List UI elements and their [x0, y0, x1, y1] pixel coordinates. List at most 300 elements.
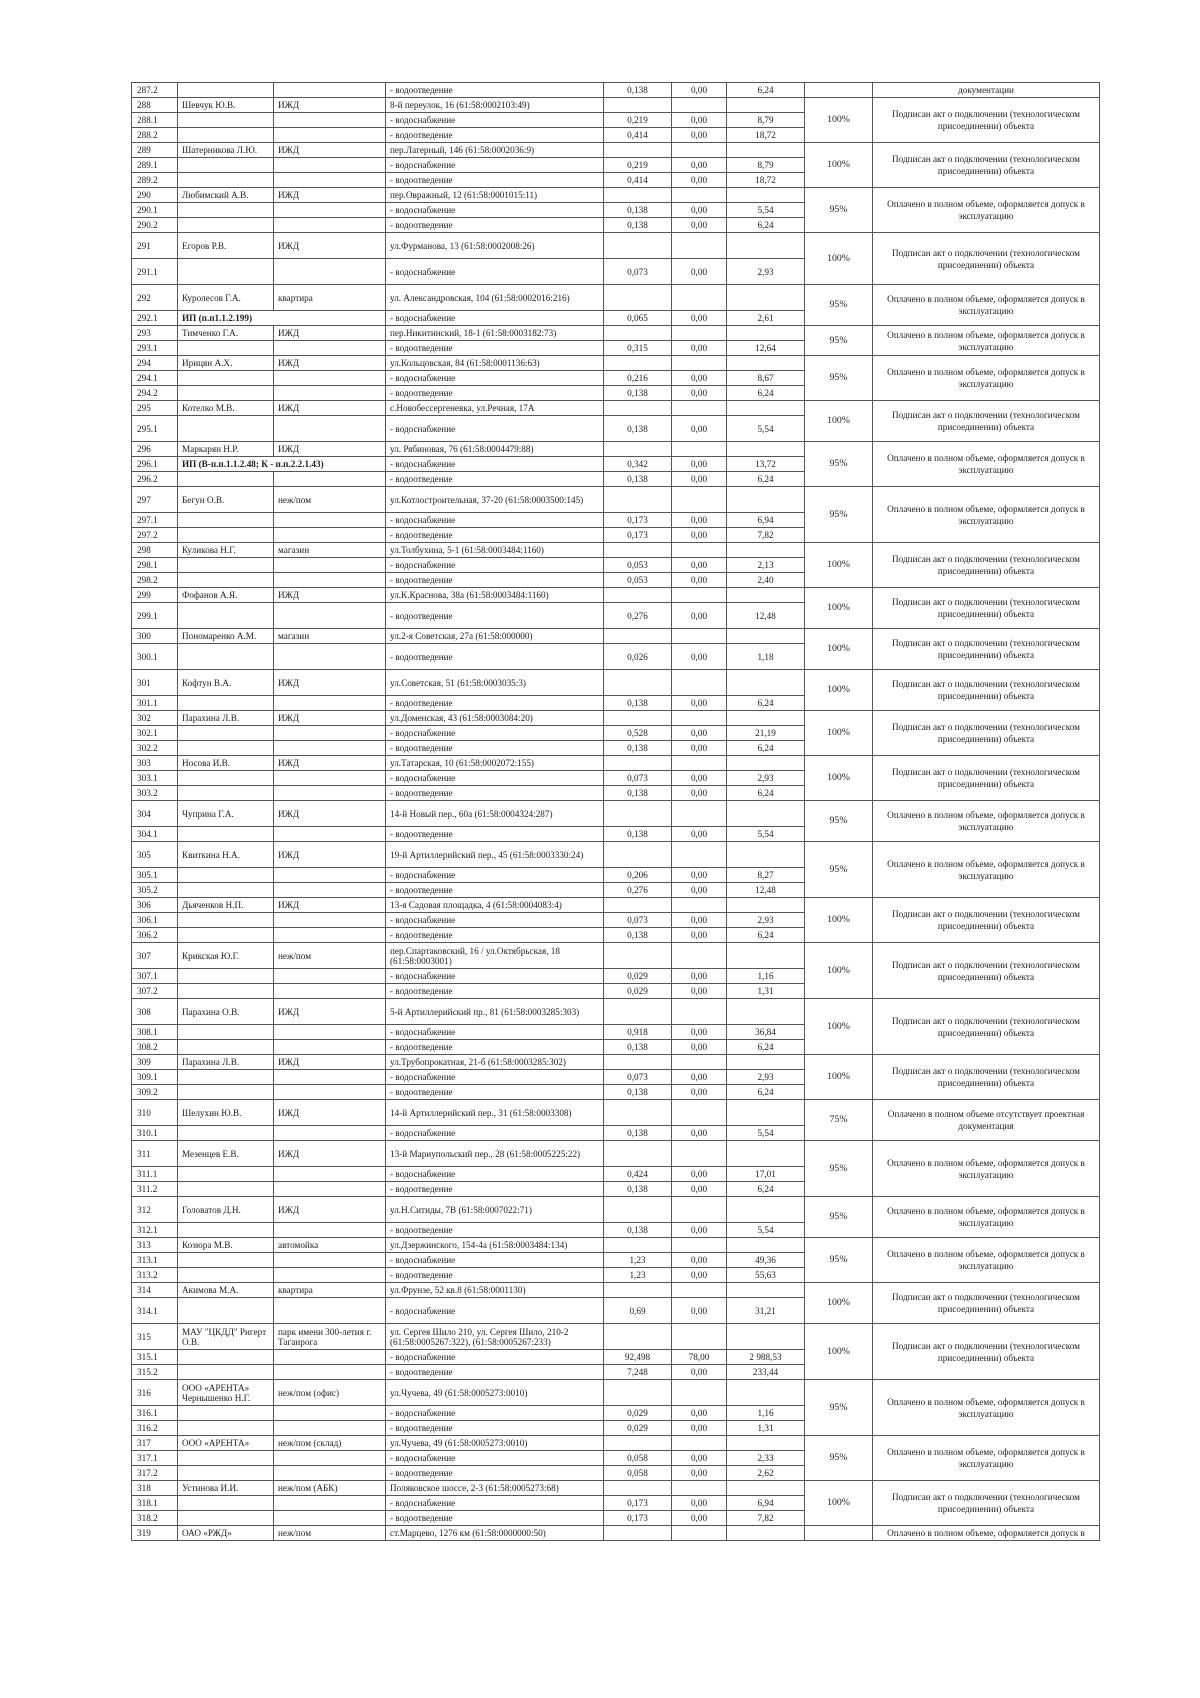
cell-v3: 6,24 — [727, 472, 805, 487]
cell-num: 296.1 — [132, 457, 178, 472]
table-row — [132, 188, 1100, 203]
cell-type — [274, 603, 386, 629]
cell-address: - водоснабжение — [386, 113, 604, 128]
cell-name — [178, 1126, 274, 1141]
cell-address: ул.Советская, 51 (61:58:0003035:3) — [386, 670, 604, 696]
cell-v3: 36,84 — [727, 1025, 805, 1040]
cell-v3 — [727, 801, 805, 827]
cell-num: 293 — [132, 326, 178, 341]
cell-address: - водоснабжение — [386, 1406, 604, 1421]
cell-type — [274, 472, 386, 487]
progress-percent: 100% — [805, 629, 873, 670]
cell-v1: 7,248 — [604, 1365, 672, 1380]
cell-type: ИЖД — [274, 756, 386, 771]
cell-num: 311.1 — [132, 1167, 178, 1182]
cell-type — [274, 726, 386, 741]
cell-type: ИЖД — [274, 711, 386, 726]
cell-address: - водоотведение — [386, 472, 604, 487]
cell-num: 319 — [132, 1526, 178, 1541]
cell-name — [178, 416, 274, 442]
cell-v1: 0,026 — [604, 644, 672, 670]
cell-v2: 0,00 — [672, 1070, 727, 1085]
cell-v2 — [672, 326, 727, 341]
cell-v3 — [727, 1526, 805, 1541]
cell-v3 — [727, 898, 805, 913]
progress-percent: 75% — [805, 1100, 873, 1141]
cell-type: неж/пом (АБК) — [274, 1481, 386, 1496]
cell-num: 318.1 — [132, 1496, 178, 1511]
table-row — [132, 543, 1100, 558]
cell-num: 294 — [132, 356, 178, 371]
status-text: Оплачено в полном объеме отсутствует проектная документация — [873, 1100, 1100, 1141]
cell-v3 — [727, 1055, 805, 1070]
cell-name — [178, 603, 274, 629]
cell-v2: 0,00 — [672, 883, 727, 898]
cell-v3: 2,61 — [727, 311, 805, 326]
table-row — [132, 83, 1100, 98]
cell-v2 — [672, 401, 727, 416]
cell-address: 13-й Мариупольский пер., 28 (61:58:0005225:22) — [386, 1141, 604, 1167]
cell-v2 — [672, 1141, 727, 1167]
cell-v1: 0,173 — [604, 1511, 672, 1526]
cell-v2: 0,00 — [672, 416, 727, 442]
cell-name — [178, 386, 274, 401]
cell-v2 — [672, 670, 727, 696]
cell-v2 — [672, 801, 727, 827]
cell-type: ИЖД — [274, 999, 386, 1025]
cell-address: 19-й Артиллерийский пер., 45 (61:58:0003330:24) — [386, 842, 604, 868]
cell-type — [274, 786, 386, 801]
table-row — [132, 1436, 1100, 1451]
cell-name: Ирицян А.Х. — [178, 356, 274, 371]
cell-address: - водоснабжение — [386, 203, 604, 218]
cell-v3: 6,94 — [727, 513, 805, 528]
progress-percent: 100% — [805, 670, 873, 711]
cell-v1 — [604, 1526, 672, 1541]
cell-v2: 0,00 — [672, 603, 727, 629]
cell-v2: 0,00 — [672, 741, 727, 756]
cell-type — [274, 644, 386, 670]
cell-v3 — [727, 756, 805, 771]
cell-name: ООО «АРЕНТА» Чернышенко Н.Г. — [178, 1380, 274, 1406]
status-text: Подписан акт о подключении (технологическом присоединении) объекта — [873, 1055, 1100, 1100]
cell-num: 300.1 — [132, 644, 178, 670]
cell-num: 288.1 — [132, 113, 178, 128]
cell-v1: 0,173 — [604, 528, 672, 543]
cell-v2 — [672, 1197, 727, 1223]
cell-v1 — [604, 1436, 672, 1451]
progress-percent: 100% — [805, 1055, 873, 1100]
status-text: Оплачено в полном объеме, оформляется допуск в — [873, 1526, 1100, 1541]
cell-v3 — [727, 588, 805, 603]
cell-v2: 0,00 — [672, 311, 727, 326]
cell-address: - водоснабжение — [386, 1496, 604, 1511]
cell-v1: 0,276 — [604, 603, 672, 629]
cell-v3: 2,93 — [727, 771, 805, 786]
cell-v1: 1,23 — [604, 1268, 672, 1283]
cell-address: ул. Александровская, 104 (61:58:0002016:216) — [386, 285, 604, 311]
cell-v3: 2,93 — [727, 1070, 805, 1085]
cell-v3 — [727, 1197, 805, 1223]
cell-address: пер.Овражный, 12 (61:58:0001015:11) — [386, 188, 604, 203]
cell-address: - водоснабжение — [386, 969, 604, 984]
cell-type: ИЖД — [274, 233, 386, 259]
cell-address: ул.Н.Ситиды, 7В (61:58:0007022:71) — [386, 1197, 604, 1223]
cell-name — [178, 827, 274, 842]
cell-type — [274, 158, 386, 173]
cell-name — [178, 528, 274, 543]
progress-percent: 100% — [805, 711, 873, 756]
cell-type — [274, 1167, 386, 1182]
table-row — [132, 356, 1100, 371]
cell-num: 288 — [132, 98, 178, 113]
cell-num: 287.2 — [132, 83, 178, 98]
cell-v1: 0,173 — [604, 513, 672, 528]
progress-percent: 100% — [805, 898, 873, 943]
cell-v3 — [727, 670, 805, 696]
cell-address: - водоснабжение — [386, 1350, 604, 1365]
cell-num: 315 — [132, 1324, 178, 1350]
progress-percent: 95% — [805, 188, 873, 233]
cell-v1: 0,138 — [604, 1126, 672, 1141]
cell-name: Тимченко Г.А. — [178, 326, 274, 341]
status-text: Подписан акт о подключении (технологическом присоединении) объекта — [873, 999, 1100, 1055]
cell-type — [274, 827, 386, 842]
cell-address: - водоотведение — [386, 644, 604, 670]
cell-v1: 0,69 — [604, 1298, 672, 1324]
cell-num: 295 — [132, 401, 178, 416]
cell-type: парк имени 300-летия г. Таганрога — [274, 1324, 386, 1350]
cell-v1 — [604, 756, 672, 771]
cell-v2: 0,00 — [672, 371, 727, 386]
cell-v2: 0,00 — [672, 528, 727, 543]
cell-name — [178, 1466, 274, 1481]
cell-v3: 8,79 — [727, 158, 805, 173]
cell-address: - водоотведение — [386, 528, 604, 543]
cell-type: ИЖД — [274, 1197, 386, 1223]
cell-v2 — [672, 356, 727, 371]
cell-name — [178, 1451, 274, 1466]
cell-v2: 0,00 — [672, 573, 727, 588]
cell-name: Шевчук Ю.В. — [178, 98, 274, 113]
cell-v3: 18,72 — [727, 173, 805, 188]
cell-type: магазин — [274, 543, 386, 558]
connections-table — [131, 82, 1100, 1541]
table-row — [132, 1283, 1100, 1298]
cell-type — [274, 528, 386, 543]
cell-v3: 6,24 — [727, 1182, 805, 1197]
table-row — [132, 588, 1100, 603]
cell-v1 — [604, 1238, 672, 1253]
cell-v3: 12,48 — [727, 883, 805, 898]
cell-num: 298.2 — [132, 573, 178, 588]
progress-percent: 100% — [805, 999, 873, 1055]
cell-v1 — [604, 943, 672, 969]
cell-type — [274, 573, 386, 588]
cell-address: с.Новобессергеневка, ул.Речная, 17А — [386, 401, 604, 416]
cell-name — [178, 1406, 274, 1421]
table-row — [132, 670, 1100, 696]
cell-v1: 0,073 — [604, 771, 672, 786]
status-text: Подписан акт о подключении (технологическом присоединении) объекта — [873, 588, 1100, 629]
progress-percent — [805, 1526, 873, 1541]
cell-name — [178, 218, 274, 233]
cell-num: 315.2 — [132, 1365, 178, 1380]
cell-v1 — [604, 670, 672, 696]
cell-v3 — [727, 842, 805, 868]
cell-name: Фофанов А.Я. — [178, 588, 274, 603]
cell-v2 — [672, 629, 727, 644]
cell-num: 291.1 — [132, 259, 178, 285]
cell-num: 318 — [132, 1481, 178, 1496]
cell-num: 290.1 — [132, 203, 178, 218]
cell-v1 — [604, 98, 672, 113]
progress-percent: 95% — [805, 1436, 873, 1481]
cell-v1: 0,138 — [604, 218, 672, 233]
cell-v3 — [727, 999, 805, 1025]
cell-v1: 0,315 — [604, 341, 672, 356]
cell-type: ИЖД — [274, 442, 386, 457]
progress-percent: 95% — [805, 1380, 873, 1436]
cell-v1: 0,058 — [604, 1466, 672, 1481]
cell-name: Устинова И.И. — [178, 1481, 274, 1496]
cell-name — [178, 1268, 274, 1283]
cell-name — [178, 786, 274, 801]
cell-v2 — [672, 1283, 727, 1298]
cell-v2 — [672, 1436, 727, 1451]
cell-address: - водоснабжение — [386, 868, 604, 883]
cell-v2: 0,00 — [672, 1365, 727, 1380]
cell-v3 — [727, 1436, 805, 1451]
cell-type: ИЖД — [274, 326, 386, 341]
cell-v1: 0,073 — [604, 913, 672, 928]
cell-address: пер.Никитинский, 18-1 (61:58:0003182:73) — [386, 326, 604, 341]
cell-name — [178, 726, 274, 741]
cell-address: - водоотведение — [386, 1421, 604, 1436]
table-row — [132, 1197, 1100, 1223]
cell-address: - водоснабжение — [386, 1070, 604, 1085]
cell-v1: 0,276 — [604, 883, 672, 898]
cell-address: - водоснабжение — [386, 311, 604, 326]
cell-v2 — [672, 756, 727, 771]
cell-name — [178, 1350, 274, 1365]
cell-v2: 0,00 — [672, 218, 727, 233]
cell-address: - водоотведение — [386, 741, 604, 756]
cell-num: 313.2 — [132, 1268, 178, 1283]
cell-type — [274, 1253, 386, 1268]
progress-percent: 95% — [805, 1141, 873, 1197]
cell-name: Маркарян Н.Р. — [178, 442, 274, 457]
progress-percent: 100% — [805, 756, 873, 801]
cell-name: МАУ "ЦКДД" Ригерт О.В. — [178, 1324, 274, 1350]
cell-name — [178, 1421, 274, 1436]
cell-name — [178, 741, 274, 756]
cell-num: 308.2 — [132, 1040, 178, 1055]
cell-v3: 1,16 — [727, 1406, 805, 1421]
cell-v2: 0,00 — [672, 83, 727, 98]
cell-v2 — [672, 1238, 727, 1253]
status-text: Оплачено в полном объеме, оформляется допуск в эксплуатацию — [873, 326, 1100, 356]
status-text: Подписан акт о подключении (технологическом присоединении) объекта — [873, 1324, 1100, 1380]
cell-v3: 5,54 — [727, 827, 805, 842]
cell-name: Квиткина Н.А. — [178, 842, 274, 868]
cell-num: 317 — [132, 1436, 178, 1451]
cell-num: 317.1 — [132, 1451, 178, 1466]
cell-v3: 6,94 — [727, 1496, 805, 1511]
cell-v3: 1,31 — [727, 1421, 805, 1436]
cell-name — [178, 969, 274, 984]
cell-v2: 0,00 — [672, 158, 727, 173]
progress-percent: 100% — [805, 588, 873, 629]
status-text: Оплачено в полном объеме, оформляется допуск в эксплуатацию — [873, 801, 1100, 842]
cell-v3: 7,82 — [727, 528, 805, 543]
cell-type — [274, 913, 386, 928]
cell-v1: 1,23 — [604, 1253, 672, 1268]
cell-num: 316.1 — [132, 1406, 178, 1421]
cell-v1: 0,918 — [604, 1025, 672, 1040]
cell-name: ООО «АРЕНТА» — [178, 1436, 274, 1451]
cell-v3 — [727, 1324, 805, 1350]
cell-v1: 0,138 — [604, 83, 672, 98]
progress-percent: 95% — [805, 442, 873, 487]
table-row — [132, 711, 1100, 726]
cell-v1: 0,138 — [604, 827, 672, 842]
cell-v1: 0,053 — [604, 573, 672, 588]
cell-type — [274, 1025, 386, 1040]
cell-address: - водоотведение — [386, 1466, 604, 1481]
cell-v2: 0,00 — [672, 1126, 727, 1141]
cell-v2: 0,00 — [672, 341, 727, 356]
cell-v1: 0,029 — [604, 984, 672, 999]
cell-num: 292 — [132, 285, 178, 311]
progress-percent: 100% — [805, 98, 873, 143]
cell-name: Козюра М.В. — [178, 1238, 274, 1253]
cell-type: квартира — [274, 1283, 386, 1298]
status-text: Подписан акт о подключении (технологическом присоединении) объекта — [873, 233, 1100, 285]
cell-type — [274, 513, 386, 528]
status-text: Подписан акт о подключении (технологическом присоединении) объекта — [873, 756, 1100, 801]
cell-v3: 18,72 — [727, 128, 805, 143]
cell-name — [178, 83, 274, 98]
table-row — [132, 1481, 1100, 1496]
cell-name: Крикская Ю.Г. — [178, 943, 274, 969]
cell-v2: 0,00 — [672, 1253, 727, 1268]
cell-v3 — [727, 629, 805, 644]
cell-v2: 0,00 — [672, 203, 727, 218]
cell-name: Бегун О.В. — [178, 487, 274, 513]
cell-v2: 0,00 — [672, 113, 727, 128]
cell-v2: 0,00 — [672, 1167, 727, 1182]
cell-type — [274, 1365, 386, 1380]
cell-num: 307.2 — [132, 984, 178, 999]
cell-num: 302.2 — [132, 741, 178, 756]
table-row — [132, 442, 1100, 457]
cell-v2 — [672, 1324, 727, 1350]
table-row — [132, 1526, 1100, 1541]
cell-v3: 17,01 — [727, 1167, 805, 1182]
cell-type — [274, 1466, 386, 1481]
cell-type — [274, 741, 386, 756]
cell-address: ул.Чучева, 49 (61:58:0005273:0010) — [386, 1380, 604, 1406]
cell-num: 302.1 — [132, 726, 178, 741]
cell-num: 315.1 — [132, 1350, 178, 1365]
progress-percent — [805, 83, 873, 98]
cell-v3: 2,13 — [727, 558, 805, 573]
cell-name — [178, 1496, 274, 1511]
table-row — [132, 1380, 1100, 1406]
cell-address: ул.Трубопрокатная, 21-б (61:58:0003285:302) — [386, 1055, 604, 1070]
status-text: Подписан акт о подключении (технологическом присоединении) объекта — [873, 401, 1100, 442]
cell-type: неж/пом (склад) — [274, 1436, 386, 1451]
cell-num: 298.1 — [132, 558, 178, 573]
cell-v3: 12,64 — [727, 341, 805, 356]
cell-name — [178, 913, 274, 928]
cell-v2: 0,00 — [672, 913, 727, 928]
cell-address: Поляковское шоссе, 2-3 (61:58:0005273:68) — [386, 1481, 604, 1496]
cell-num: 313.1 — [132, 1253, 178, 1268]
cell-num: 303.1 — [132, 771, 178, 786]
cell-v1 — [604, 143, 672, 158]
cell-address: ул. Сергея Шило 210, ул. Сергея Шило, 210-2 (61:58:0005267:322), (61:58:0005267:233) — [386, 1324, 604, 1350]
cell-v3 — [727, 487, 805, 513]
cell-v2: 0,00 — [672, 1451, 727, 1466]
cell-num: 297.1 — [132, 513, 178, 528]
cell-v3: 6,24 — [727, 786, 805, 801]
cell-type: магазин — [274, 629, 386, 644]
cell-num: 312.1 — [132, 1223, 178, 1238]
cell-v3: 8,67 — [727, 371, 805, 386]
cell-v1: 0,065 — [604, 311, 672, 326]
cell-v3: 5,54 — [727, 1223, 805, 1238]
cell-v2 — [672, 188, 727, 203]
cell-v3: 5,54 — [727, 1126, 805, 1141]
cell-num: 291 — [132, 233, 178, 259]
cell-address: - водоснабжение — [386, 771, 604, 786]
cell-address: ул.Доменская, 43 (61:58:0003084:20) — [386, 711, 604, 726]
cell-num: 306 — [132, 898, 178, 913]
cell-v2 — [672, 233, 727, 259]
cell-type — [274, 771, 386, 786]
cell-name — [178, 1298, 274, 1324]
progress-percent: 100% — [805, 1324, 873, 1380]
cell-address: ст.Марцево, 1276 км (61:58:0000000:50) — [386, 1526, 604, 1541]
cell-v1 — [604, 487, 672, 513]
table-row — [132, 1141, 1100, 1167]
table-row — [132, 401, 1100, 416]
cell-type — [274, 341, 386, 356]
cell-v3: 13,72 — [727, 457, 805, 472]
cell-v2: 0,00 — [672, 827, 727, 842]
cell-v3 — [727, 326, 805, 341]
cell-v1: 0,138 — [604, 928, 672, 943]
cell-type — [274, 1268, 386, 1283]
cell-type — [274, 173, 386, 188]
cell-name: ИП (В-п.п.1.1.2.48; К - п.п.2.2.1.43) — [178, 457, 386, 472]
cell-v2: 78,00 — [672, 1350, 727, 1365]
cell-type — [274, 259, 386, 285]
cell-type: квартира — [274, 285, 386, 311]
table-row — [132, 233, 1100, 259]
table-row — [132, 326, 1100, 341]
cell-type — [274, 1421, 386, 1436]
cell-type: ИЖД — [274, 1055, 386, 1070]
cell-name: Шелухин Ю.В. — [178, 1100, 274, 1126]
cell-num: 305 — [132, 842, 178, 868]
cell-type: автомойка — [274, 1238, 386, 1253]
cell-v2: 0,00 — [672, 1511, 727, 1526]
cell-num: 290.2 — [132, 218, 178, 233]
cell-v3: 49,36 — [727, 1253, 805, 1268]
